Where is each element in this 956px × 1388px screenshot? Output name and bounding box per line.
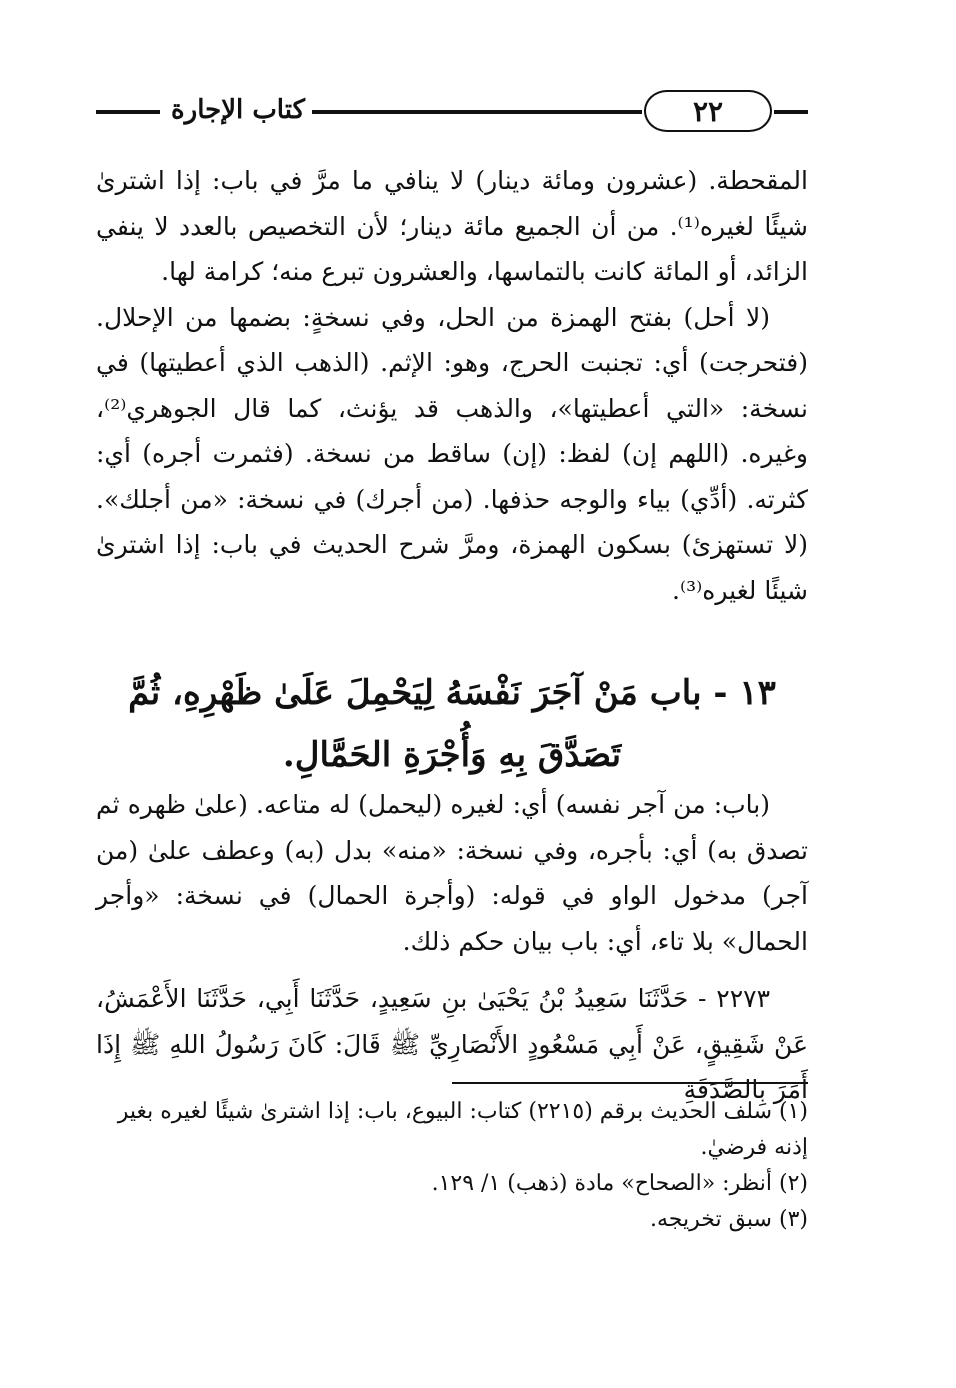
footnotes [96,1094,808,1238]
footnote-3: (٣) سبق تخريجه. [650,1207,808,1232]
chapter-title: ١٣ - باب مَنْ آجَرَ نَفْسَهُ لِيَحْمِلَ عَلَىٰ ظَهْرِهِ، ثُمَّ تَصَدَّقَ بِهِ وَأُجْرَةِ الحَمَّالِ. [128,673,776,775]
hadith-text [96,976,808,1113]
header-rule-left [96,110,160,114]
footnote-2: (٢) أنظر: «الصحاح» مادة (ذهب) ١/ ١٢٩. [431,1171,808,1196]
running-title: كتاب الإجارة [171,95,305,125]
paragraph-2: (لا أحل) بفتح الهمزة من الحل، وفي نسخةٍ: بضمها من الإحلال. (فتحرجت) أي: تجنبت الحرج، وهو: الإثم. (الذهب الذي أعطيتها) في نسخة: «التي أعطيتها»، والذهب قد يؤنث، كما قال الجوهري⁽²⁾، وغيره. (اللهم إن) لفظ: (إن) ساقط من نسخة. (فثمرت أجره) أي: كثرته. (أدِّي) بياء والوجه حذفها. (من أجرك) في نسخة: «من أجلك». (لا تستهزئ) بسكون الهمزة، ومرَّ شرح الحديث في باب: إذا اشترىٰ شيئًا لغيره⁽³⁾. [96,302,808,605]
main-text [96,158,808,613]
header-rule-middle [312,110,642,114]
page-header [96,84,808,140]
paragraph-3: (باب: من آجر نفسه) أي: لغيره (ليحمل) له متاعه. (علىٰ ظهره ثم تصدق به) أي: بأجره، وفي نسخة: «منه» بدل (به) وعطف علىٰ (من آجر) مدخول الواو في قوله: (وأجرة الحمال) في نسخة: «وأجر الحمال» بلا تاء، أي: باب بيان حكم ذلك. [96,790,808,956]
footnote-1: (١) سلف الحديث برقم (٢٢١٥) كتاب: البيوع، باب: إذا اشترىٰ شيئًا لغيره بغير إذنه فرضيٰ. [117,1099,808,1160]
page-number: ٢٢ [644,90,772,132]
paragraph-1: المقحطة. (عشرون ومائة دينار) لا ينافي ما مرَّ في باب: إذا اشترىٰ شيئًا لغيره⁽¹⁾. من أن الجميع مائة دينار؛ لأن التخصيص بالعدد لا ينفي الزائد، أو المائة كانت بالتماسها، والعشرون تبرع منه؛ كرامة لها. [96,166,808,286]
commentary [96,782,808,964]
footnote-separator [452,1082,808,1084]
hadith-paragraph: ٢٢٧٣ - حَدَّثَنَا سَعِيدُ بْنُ يَحْيَىٰ بنِ سَعِيدٍ، حَدَّثَنَا أَبِي، حَدَّثَنَا الأَعْمَشُ، عَنْ شَقِيقٍ، عَنْ أَبِي مَسْعُودٍ الأَنْصَارِيِّ ﷺ قَالَ: كَانَ رَسُولُ اللهِ ﷺ إِذَا أَمَرَ بِالصَّدَقَةِ [96,984,808,1104]
header-rule-right [774,110,808,114]
